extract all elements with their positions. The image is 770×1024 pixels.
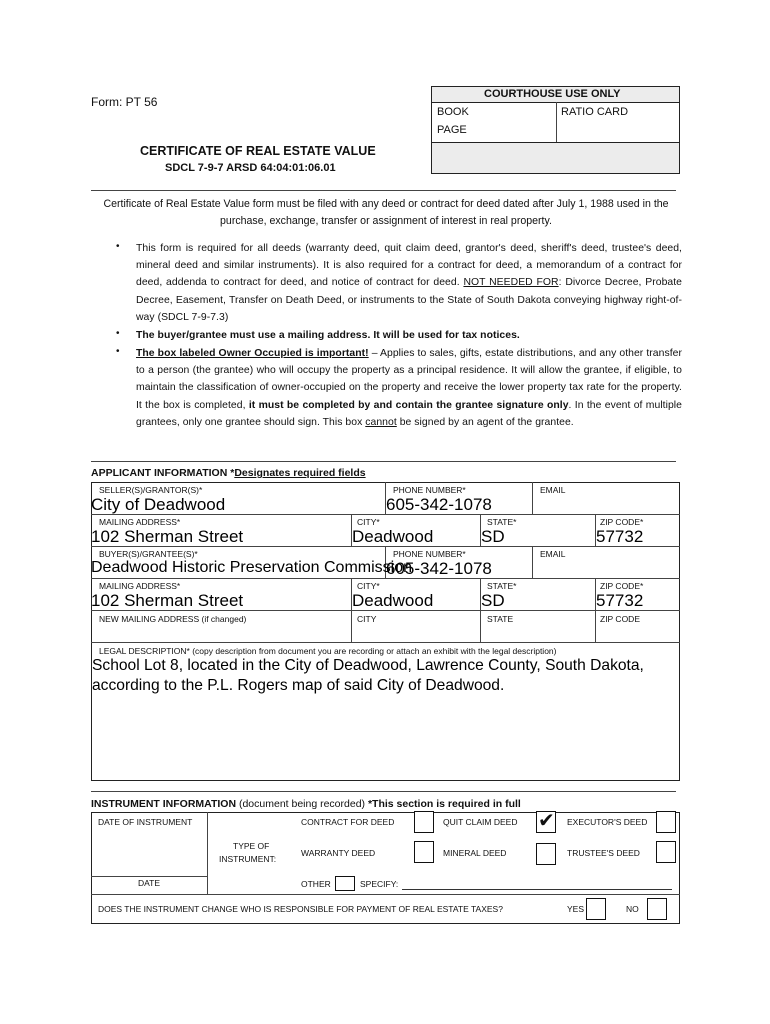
form-id: Form: PT 56 (91, 95, 158, 109)
new-mailing-field[interactable] (93, 626, 349, 640)
seller-email-field[interactable] (534, 497, 678, 512)
seller-city-label: CITY* (357, 517, 380, 527)
book-label: BOOK (437, 106, 469, 118)
buyer-email-label: EMAIL (540, 549, 566, 559)
date-line (91, 876, 207, 877)
legal-label: LEGAL DESCRIPTION* (copy description from document you are recording or attach an exhibit with the legal description) (99, 646, 557, 656)
buyer-email-field[interactable] (534, 561, 678, 576)
owner-occupied-note: The box labeled Owner Occupied is important! (136, 348, 369, 359)
seller-phone-field[interactable]: 605-342-1078 (386, 495, 492, 514)
seller-state-label: STATE* (487, 517, 517, 527)
checkmark-icon: ✔ (538, 808, 555, 832)
buyer-state-field[interactable]: SD (481, 591, 505, 610)
bullet-3-bold: it must be completed by and contain the grantee signature only (248, 399, 569, 411)
legal-line-1: School Lot 8, located in the City of Deadwood, Lawrence County, South Dakota, (92, 657, 644, 674)
seller-state-field[interactable]: SD (481, 527, 505, 546)
trustees-deed-label: TRUSTEE'S DEED (567, 848, 640, 858)
instrument-heading (91, 798, 521, 810)
buyer-city-label: CITY* (357, 581, 380, 591)
new-mailing-label: NEW MAILING ADDRESS (if changed) (99, 614, 247, 624)
quit-claim-deed-label: QUIT CLAIM DEED (443, 817, 518, 827)
page-subtitle: SDCL 7-9-7 ARSD 64:04:01:06.01 (165, 162, 336, 174)
bullet-3-c: be signed by an agent of the grantee. (396, 416, 574, 428)
col-line (532, 546, 533, 578)
buyer-label: BUYER(S)/GRANTEE(S)* (99, 549, 198, 559)
buyer-address-field[interactable]: 102 Sherman Street (91, 591, 244, 610)
buyer-zip-label: ZIP CODE* (600, 581, 644, 591)
new-zip-label: ZIP CODE (600, 614, 640, 624)
quit-claim-deed-checkbox[interactable] (536, 808, 556, 833)
type-of-label: TYPE OF (233, 841, 270, 851)
buyer-mailing-label: MAILING ADDRESS* (99, 581, 181, 591)
applicant-heading (91, 467, 366, 479)
instrument-heading-note: (document being recorded) (236, 798, 368, 810)
col-line (207, 812, 208, 894)
warranty-deed-label: WARRANTY DEED (301, 848, 376, 858)
intro-text: Certificate of Real Estate Value form must be filed with any deed or contract for deed dated after July 1, 1988 used in the purchase, exchange, transfer or assignment of interest in real property. (103, 198, 669, 227)
buyer-phone-field[interactable]: 605-342-1078 (386, 559, 492, 578)
ratio-card-label: RATIO CARD (561, 106, 629, 118)
buyer-field[interactable]: Deadwood Historic Preservation Commission (91, 559, 413, 576)
seller-mailing-label: MAILING ADDRESS* (99, 517, 181, 527)
page-label: PAGE (437, 124, 467, 136)
other-checkbox[interactable] (335, 876, 355, 891)
seller-city-field[interactable]: Deadwood (352, 527, 434, 546)
contract-for-deed-label: CONTRACT FOR DEED (301, 817, 395, 827)
seller-email-label: EMAIL (540, 485, 566, 495)
tax-yes-checkbox[interactable] (586, 898, 606, 920)
buyer-state-label: STATE* (487, 581, 517, 591)
new-state-label: STATE (487, 614, 514, 624)
seller-phone-label: PHONE NUMBER* (393, 485, 466, 495)
specify-label: SPECIFY: (360, 879, 399, 889)
divider-lower (91, 791, 676, 792)
date-label: DATE (138, 878, 161, 888)
bullet-1-dot: • (116, 241, 120, 252)
legal-description-field[interactable] (92, 656, 678, 778)
divider-mid (91, 461, 676, 462)
seller-label: SELLER(S)/GRANTOR(S)* (99, 485, 203, 495)
row-line (91, 642, 680, 643)
row-line (91, 894, 680, 895)
seller-field[interactable]: City of Deadwood (91, 495, 226, 514)
bullet-2: The buyer/grantee must use a mailing address. It will be used for tax notices. (136, 330, 520, 341)
divider-top (91, 190, 676, 191)
yes-label: YES (567, 904, 585, 914)
new-city-label: CITY (357, 614, 377, 624)
no-label: NO (626, 904, 639, 914)
executors-deed-label: EXECUTOR'S DEED (567, 817, 648, 827)
executors-deed-checkbox[interactable] (656, 811, 676, 833)
specify-field[interactable] (402, 877, 672, 890)
bullet-1 (136, 240, 682, 326)
applicant-heading-text: APPLICANT INFORMATION * (91, 467, 235, 479)
contract-for-deed-checkbox[interactable] (414, 811, 434, 833)
other-label: OTHER (301, 879, 331, 889)
mineral-deed-label: MINERAL DEED (443, 848, 507, 858)
seller-zip-field[interactable]: 57732 (596, 527, 644, 546)
bullet-3-b: . In the event of multiple grantees, only one grantee should sign. This box (136, 399, 682, 428)
new-zip-field[interactable] (597, 626, 678, 640)
buyer-city-field[interactable]: Deadwood (352, 591, 434, 610)
warranty-deed-checkbox[interactable] (414, 841, 434, 863)
not-needed-for: NOT NEEDED FOR (463, 277, 559, 289)
legal-line-2: according to the P.L. Rogers map of said City of Deadwood. (92, 677, 505, 694)
new-state-field[interactable] (482, 626, 593, 640)
seller-zip-label: ZIP CODE* (600, 517, 644, 527)
bullet-3-a: – Applies to sales, gifts, estate distributions, and any other transfer to a person (the grantee) who will occupy the property as a principal residence. It will allow the grantee, if eligible, to maintain the classification of owner-occupied on the property and receive the lower property tax rate for the property. It the box is completed, (136, 348, 682, 411)
instrument-label: INSTRUMENT: (219, 854, 277, 864)
date-of-instrument-field[interactable] (93, 830, 205, 874)
buyer-zip-field[interactable]: 57732 (596, 591, 644, 610)
col-line (532, 482, 533, 514)
new-city-field[interactable] (353, 626, 478, 640)
page-title: CERTIFICATE OF REAL ESTATE VALUE (140, 144, 376, 158)
instrument-heading-req: *This section is required in full (367, 798, 521, 810)
bullet-1-text: This form is required for all deeds (warranty deed, quit claim deed, grantor's deed, sheriff's deed, trustee's deed, mineral deed and similar instruments). It is also required for a contract for deed, a memorandum of a contract for deed, addenda to contract for deed, and notice of contract for deed. (136, 243, 682, 289)
trustees-deed-checkbox[interactable] (656, 841, 676, 863)
bullet-2-dot: • (116, 328, 120, 339)
instrument-heading-text: INSTRUMENT INFORMATION (91, 798, 237, 810)
bullet-1-tail: : Divorce Decree, Probate Decree, Easement, Transfer on Death Deed, or instruments to the State of South Dakota conveying highway right-of-way (SDCL 7-9-7.3) (136, 277, 682, 323)
buyer-phone-label: PHONE NUMBER* (393, 549, 466, 559)
courthouse-title: COURTHOUSE USE ONLY (484, 88, 621, 100)
bullet-3 (136, 345, 682, 431)
mineral-deed-checkbox[interactable] (536, 843, 556, 865)
courthouse-divider (556, 102, 557, 142)
applicant-heading-req: Designates required fields (234, 467, 366, 479)
cannot-word: cannot (365, 416, 397, 428)
date-of-instrument-label: DATE OF INSTRUMENT (98, 817, 193, 827)
tax-no-checkbox[interactable] (647, 898, 667, 920)
bullet-3-dot: • (116, 346, 120, 357)
tax-question-label: DOES THE INSTRUMENT CHANGE WHO IS RESPONSIBLE FOR PAYMENT OF REAL ESTATE TAXES? (98, 904, 503, 914)
seller-address-field[interactable]: 102 Sherman Street (91, 527, 244, 546)
